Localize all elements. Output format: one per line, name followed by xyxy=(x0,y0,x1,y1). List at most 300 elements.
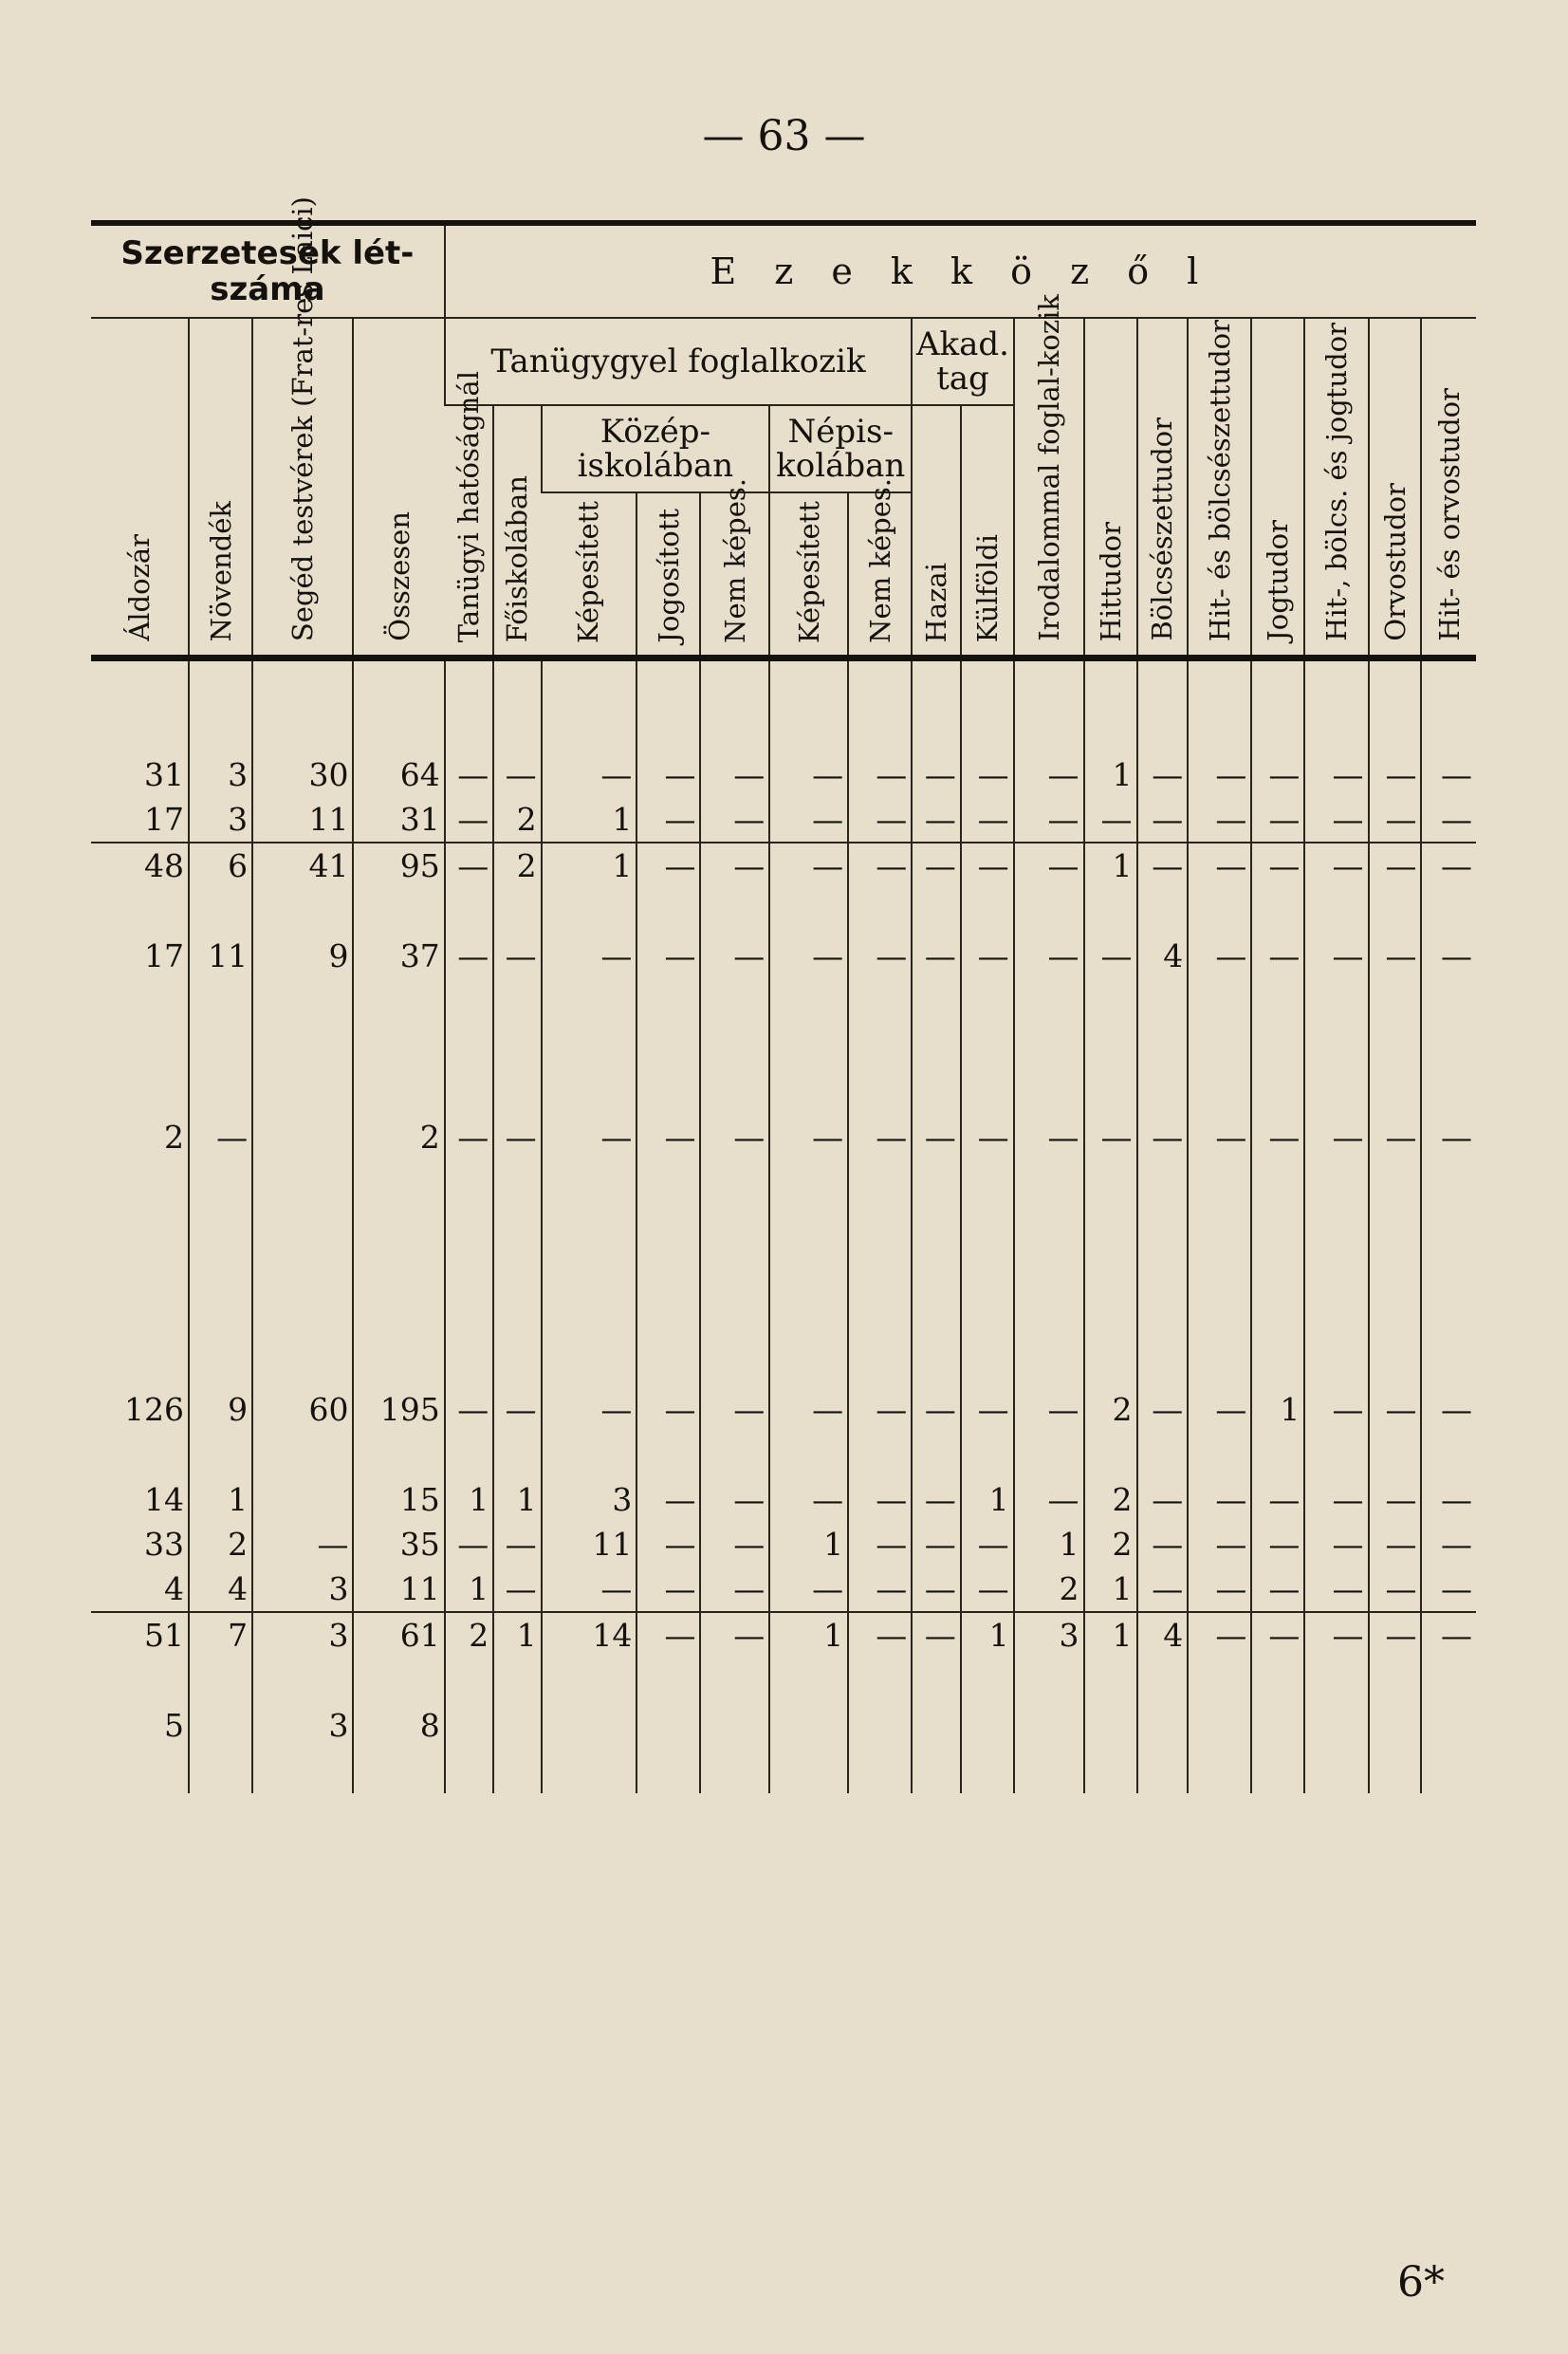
table-cell xyxy=(1421,707,1476,752)
table-cell: — xyxy=(1421,1115,1476,1159)
table-cell xyxy=(1421,658,1476,708)
table-cell xyxy=(189,1024,252,1069)
table-cell xyxy=(445,1251,493,1296)
table-cell xyxy=(1304,1432,1368,1477)
table-cell: — xyxy=(493,1566,541,1612)
table-cell xyxy=(1251,707,1304,752)
table-cell xyxy=(189,1658,252,1703)
table-row xyxy=(91,1566,1476,1612)
table-cell: — xyxy=(445,843,493,888)
table-cell: — xyxy=(1304,843,1368,888)
table-cell xyxy=(91,707,189,752)
table-cell: — xyxy=(912,1522,960,1566)
table-cell xyxy=(1369,1432,1422,1477)
col-nep-kepesitett: Képesített xyxy=(769,492,848,658)
table-cell: — xyxy=(769,843,848,888)
table-cell: — xyxy=(1251,843,1304,888)
table-cell xyxy=(1137,888,1189,934)
table-cell xyxy=(848,978,912,1024)
table-cell xyxy=(961,1658,1014,1703)
table-cell: — xyxy=(1304,1115,1368,1159)
table-cell xyxy=(1137,1159,1189,1205)
table-cell xyxy=(1084,888,1137,934)
table-cell: — xyxy=(1421,1477,1476,1522)
table-cell: 11 xyxy=(189,934,252,978)
table-cell xyxy=(91,1432,189,1477)
table-cell: — xyxy=(769,797,848,843)
table-cell xyxy=(1421,1432,1476,1477)
table-cell xyxy=(189,707,252,752)
table-cell: 3 xyxy=(189,797,252,843)
table-cell xyxy=(1014,978,1084,1024)
table-cell: 1 xyxy=(1084,843,1137,888)
table-cell: — xyxy=(1369,797,1422,843)
table-cell xyxy=(91,1205,189,1251)
table-cell xyxy=(353,1296,444,1342)
table-cell xyxy=(252,1477,353,1522)
table-cell: 61 xyxy=(353,1612,444,1658)
table-cell: — xyxy=(912,752,960,797)
table-cell xyxy=(1369,1205,1422,1251)
table-cell: — xyxy=(961,934,1014,978)
table-cell xyxy=(1188,1205,1251,1251)
table-cell xyxy=(700,1432,769,1477)
table-cell: — xyxy=(1188,1115,1251,1159)
table-cell: — xyxy=(769,1387,848,1432)
col-novendek: Növendék xyxy=(189,318,252,658)
table-cell: — xyxy=(961,1115,1014,1159)
table-cell xyxy=(1137,1024,1189,1069)
table-cell: — xyxy=(252,1522,353,1566)
table-cell xyxy=(961,888,1014,934)
table-cell xyxy=(848,707,912,752)
table-cell: 3 xyxy=(252,1612,353,1658)
table-cell: — xyxy=(542,934,637,978)
table-cell xyxy=(1188,1296,1251,1342)
table-cell xyxy=(700,1748,769,1793)
table-cell xyxy=(1251,978,1304,1024)
table-cell xyxy=(542,888,637,934)
table-cell xyxy=(493,1024,541,1069)
table-cell: 2 xyxy=(189,1522,252,1566)
table-cell: — xyxy=(1014,1387,1084,1432)
table-cell: 2 xyxy=(493,797,541,843)
table-cell: — xyxy=(1369,1522,1422,1566)
table-cell xyxy=(848,1251,912,1296)
table-cell: 1 xyxy=(542,843,637,888)
table-cell xyxy=(848,1658,912,1703)
table-cell xyxy=(769,1658,848,1703)
table-cell xyxy=(91,1658,189,1703)
table-cell xyxy=(1014,1251,1084,1296)
table-cell xyxy=(1251,1296,1304,1342)
table-cell xyxy=(252,1296,353,1342)
table-cell xyxy=(912,1296,960,1342)
table-cell: 1 xyxy=(1084,752,1137,797)
col-kozep-kepesitett: Képesített xyxy=(542,492,637,658)
table-cell xyxy=(912,707,960,752)
table-cell xyxy=(493,1296,541,1342)
tanugy-group-header: Tanügygyel foglalkozik xyxy=(445,318,912,405)
table-cell: — xyxy=(636,1477,700,1522)
table-cell: 35 xyxy=(353,1522,444,1566)
table-cell xyxy=(252,1251,353,1296)
table-cell: — xyxy=(1137,752,1189,797)
table-row xyxy=(91,934,1476,978)
table-cell xyxy=(769,1342,848,1387)
table-cell xyxy=(1369,978,1422,1024)
table-cell: 6 xyxy=(189,843,252,888)
table-cell xyxy=(848,658,912,708)
table-cell xyxy=(769,1296,848,1342)
table-cell: — xyxy=(1421,752,1476,797)
table-cell: 2 xyxy=(1084,1387,1137,1432)
col-osszesen: Összesen xyxy=(353,318,444,658)
table-cell xyxy=(445,1069,493,1115)
table-cell: — xyxy=(493,1387,541,1432)
table-cell xyxy=(445,1703,493,1748)
table-cell xyxy=(1251,888,1304,934)
members-group-header: Szerzetesek lét-száma xyxy=(91,223,445,318)
table-cell: — xyxy=(1304,934,1368,978)
table-cell xyxy=(189,1069,252,1115)
table-cell xyxy=(1421,1069,1476,1115)
table-cell xyxy=(189,658,252,708)
table-cell: 8 xyxy=(353,1703,444,1748)
table-cell: — xyxy=(1369,752,1422,797)
table-cell: — xyxy=(700,1566,769,1612)
table-cell: 64 xyxy=(353,752,444,797)
table-cell xyxy=(252,658,353,708)
table-cell xyxy=(636,1342,700,1387)
table-cell: 5 xyxy=(163,1707,184,1744)
table-cell xyxy=(636,888,700,934)
table-cell: — xyxy=(961,752,1014,797)
table-cell: 4 xyxy=(1137,1612,1189,1658)
table-cell: — xyxy=(1304,752,1368,797)
table-cell xyxy=(1251,1069,1304,1115)
table-cell: — xyxy=(493,752,541,797)
table-cell xyxy=(848,1205,912,1251)
table-cell xyxy=(493,1748,541,1793)
table-cell xyxy=(91,1159,189,1205)
table-cell: — xyxy=(912,1477,960,1522)
table-cell xyxy=(493,707,541,752)
col-tanugyi-hatosag: Tanügyi hatóságnál xyxy=(445,405,493,658)
table-cell: 4 xyxy=(189,1566,252,1612)
table-cell: — xyxy=(1369,1566,1422,1612)
table-cell xyxy=(912,1205,960,1251)
table-cell xyxy=(1251,1024,1304,1069)
table-cell: 48 xyxy=(91,843,189,888)
table-cell: — xyxy=(700,1477,769,1522)
table-cell xyxy=(961,1342,1014,1387)
table-cell xyxy=(1251,1748,1304,1793)
table-cell xyxy=(700,1342,769,1387)
table-cell xyxy=(445,978,493,1024)
table-cell xyxy=(91,1748,189,1793)
table-cell xyxy=(1084,1205,1137,1251)
table-cell: — xyxy=(848,1522,912,1566)
table-cell: — xyxy=(848,1612,912,1658)
table-cell: — xyxy=(1014,797,1084,843)
table-cell xyxy=(1188,978,1251,1024)
table-cell xyxy=(1084,1069,1137,1115)
table-cell: 1 xyxy=(493,1612,541,1658)
table-cell xyxy=(252,707,353,752)
table-cell xyxy=(1137,1703,1189,1748)
table-cell xyxy=(961,707,1014,752)
table-cell: — xyxy=(1137,1522,1189,1566)
table-cell: — xyxy=(1421,1522,1476,1566)
table-cell: — xyxy=(912,843,960,888)
table-cell xyxy=(1304,707,1368,752)
table-cell xyxy=(700,1024,769,1069)
table-cell xyxy=(91,1342,189,1387)
table-cell xyxy=(769,888,848,934)
table-cell: — xyxy=(848,1115,912,1159)
table-cell xyxy=(912,1159,960,1205)
table-cell: — xyxy=(1251,1612,1304,1658)
table-cell xyxy=(1084,658,1137,708)
table-cell: — xyxy=(1421,797,1476,843)
table-cell xyxy=(1014,658,1084,708)
table-cell: 2 xyxy=(493,843,541,888)
table-cell: — xyxy=(700,1612,769,1658)
table-cell xyxy=(961,1251,1014,1296)
table-cell xyxy=(961,1748,1014,1793)
table-cell xyxy=(769,1432,848,1477)
table-cell xyxy=(542,1205,637,1251)
table-cell xyxy=(542,1748,637,1793)
table-cell: — xyxy=(445,1522,493,1566)
table-cell xyxy=(1084,1342,1137,1387)
table-cell: — xyxy=(848,1387,912,1432)
table-cell: 9 xyxy=(189,1387,252,1432)
table-cell xyxy=(493,1069,541,1115)
table-cell xyxy=(1421,978,1476,1024)
table-cell xyxy=(636,1159,700,1205)
table-cell: 1 xyxy=(961,1612,1014,1658)
table-cell xyxy=(252,1205,353,1251)
table-cell xyxy=(542,1251,637,1296)
table-cell: 1 xyxy=(1084,1566,1137,1612)
table-cell xyxy=(1251,1703,1304,1748)
table-cell: 3 xyxy=(252,1566,353,1612)
table-cell: — xyxy=(1188,1566,1251,1612)
table-cell xyxy=(542,1658,637,1703)
table-cell: 31 xyxy=(143,756,184,793)
table-cell xyxy=(1137,707,1189,752)
table-cell xyxy=(1188,1342,1251,1387)
table-cell: 195 xyxy=(353,1387,444,1432)
spacer-row xyxy=(91,1296,1476,1342)
table-cell xyxy=(1421,1205,1476,1251)
table-cell: 95 xyxy=(353,843,444,888)
table-cell: — xyxy=(1188,1612,1251,1658)
table-row xyxy=(91,1477,1476,1522)
table-cell: — xyxy=(445,934,493,978)
table-cell xyxy=(445,1658,493,1703)
table-cell: — xyxy=(1188,797,1251,843)
table-cell: — xyxy=(912,797,960,843)
table-cell xyxy=(252,1432,353,1477)
table-cell xyxy=(493,1342,541,1387)
table-cell xyxy=(353,1342,444,1387)
table-cell xyxy=(769,1205,848,1251)
table-cell: — xyxy=(445,752,493,797)
table-cell xyxy=(1304,1024,1368,1069)
table-cell xyxy=(1369,1296,1422,1342)
table-cell xyxy=(1369,1069,1422,1115)
table-cell: — xyxy=(769,1115,848,1159)
table-cell xyxy=(700,888,769,934)
table-cell xyxy=(1251,1251,1304,1296)
table-cell xyxy=(1084,707,1137,752)
table-cell xyxy=(445,1205,493,1251)
table-row xyxy=(91,1115,1476,1159)
sum-row xyxy=(91,1612,1476,1658)
table-cell xyxy=(1084,1748,1137,1793)
table-cell xyxy=(1137,1748,1189,1793)
table-cell xyxy=(700,1069,769,1115)
table-cell xyxy=(353,1159,444,1205)
table-cell xyxy=(445,1159,493,1205)
table-cell xyxy=(1251,1432,1304,1477)
table-cell xyxy=(445,1748,493,1793)
table-cell xyxy=(700,1205,769,1251)
table-cell xyxy=(1084,978,1137,1024)
table-cell xyxy=(189,1432,252,1477)
table-cell: 3 xyxy=(189,752,252,797)
table-cell: — xyxy=(1014,1477,1084,1522)
table-cell xyxy=(1421,1024,1476,1069)
table-row xyxy=(91,1522,1476,1566)
table-cell xyxy=(1251,1205,1304,1251)
table-cell: — xyxy=(1084,797,1137,843)
table-cell: 3 xyxy=(252,1703,353,1748)
table-cell: 31 xyxy=(353,797,444,843)
table-cell xyxy=(1188,1658,1251,1703)
table-cell xyxy=(252,888,353,934)
table-cell xyxy=(445,707,493,752)
table-cell xyxy=(1014,1024,1084,1069)
table-cell xyxy=(1137,1432,1189,1477)
table-cell: — xyxy=(1014,752,1084,797)
table-cell xyxy=(961,1024,1014,1069)
table-cell xyxy=(493,978,541,1024)
table-cell xyxy=(1014,1069,1084,1115)
table-cell: — xyxy=(1188,752,1251,797)
table-cell: — xyxy=(1014,1115,1084,1159)
table-cell xyxy=(769,1159,848,1205)
table-cell: — xyxy=(636,843,700,888)
table-cell xyxy=(353,978,444,1024)
col-jogtudor: Jogtudor xyxy=(1251,318,1304,658)
table-cell xyxy=(1304,1296,1368,1342)
table-cell: — xyxy=(1137,1566,1189,1612)
table-cell: — xyxy=(1304,1522,1368,1566)
col-nep-nem-kepes: Nem képes. xyxy=(848,492,912,658)
table-cell xyxy=(353,888,444,934)
table-cell xyxy=(1188,707,1251,752)
table-cell: 2 xyxy=(163,1119,184,1156)
table-cell xyxy=(1014,707,1084,752)
table-cell xyxy=(1137,1658,1189,1703)
table-cell: — xyxy=(700,843,769,888)
table-cell: — xyxy=(912,1387,960,1432)
table-cell: — xyxy=(1369,1612,1422,1658)
spacer-row xyxy=(91,1024,1476,1069)
table-cell: — xyxy=(912,934,960,978)
col-orvostudor: Orvostudor xyxy=(1369,318,1422,658)
table-cell: — xyxy=(636,1115,700,1159)
col-seged-testverek: Segéd testvérek (Frat-res Laici) xyxy=(252,318,353,658)
table-cell: 1 xyxy=(445,1477,493,1522)
table-cell xyxy=(769,1748,848,1793)
col-hittudor: Hittudor xyxy=(1084,318,1137,658)
table-cell: — xyxy=(1369,1115,1422,1159)
page-number: — 63 — xyxy=(702,112,866,160)
table-cell xyxy=(769,1069,848,1115)
spacer-row xyxy=(91,888,1476,934)
table-cell xyxy=(1421,1296,1476,1342)
table-cell: — xyxy=(1188,1477,1251,1522)
statistics-table xyxy=(91,195,1476,1793)
table-cell: — xyxy=(700,752,769,797)
table-cell xyxy=(353,1658,444,1703)
table-cell: — xyxy=(1421,1566,1476,1612)
table-cell: 4 xyxy=(163,1570,184,1607)
table-cell: 9 xyxy=(252,934,353,978)
table-cell: — xyxy=(445,1115,493,1159)
table-cell xyxy=(493,1251,541,1296)
col-bolcseszettudor: Bölcsészettudor xyxy=(1137,318,1189,658)
table-cell: 51 xyxy=(91,1612,189,1658)
table-cell: — xyxy=(1251,1477,1304,1522)
signature-mark: 6* xyxy=(1397,2258,1445,2307)
table-cell xyxy=(189,1251,252,1296)
table-cell xyxy=(1188,1432,1251,1477)
table-cell xyxy=(353,707,444,752)
table-cell xyxy=(91,658,189,708)
table-cell: — xyxy=(542,1566,637,1612)
table-cell: — xyxy=(961,1387,1014,1432)
table-cell: — xyxy=(1084,1115,1137,1159)
table-cell xyxy=(700,978,769,1024)
table-cell: — xyxy=(961,1522,1014,1566)
table-cell xyxy=(1369,1658,1422,1703)
table-cell: — xyxy=(189,1115,252,1159)
table-cell: — xyxy=(1251,797,1304,843)
table-cell xyxy=(636,1748,700,1793)
table-cell xyxy=(848,888,912,934)
table-cell xyxy=(1137,1069,1189,1115)
table-cell xyxy=(353,1432,444,1477)
table-cell xyxy=(1251,1159,1304,1205)
table-cell: 11 xyxy=(542,1522,637,1566)
table-cell: 1 xyxy=(961,1477,1014,1522)
table-cell xyxy=(636,658,700,708)
table-cell xyxy=(1304,1658,1368,1703)
table-cell xyxy=(1251,658,1304,708)
table-cell: — xyxy=(1304,1566,1368,1612)
table-cell xyxy=(636,1024,700,1069)
table-cell: — xyxy=(542,1387,637,1432)
table-cell: — xyxy=(700,1522,769,1566)
table-cell xyxy=(493,1205,541,1251)
table-cell xyxy=(848,1159,912,1205)
